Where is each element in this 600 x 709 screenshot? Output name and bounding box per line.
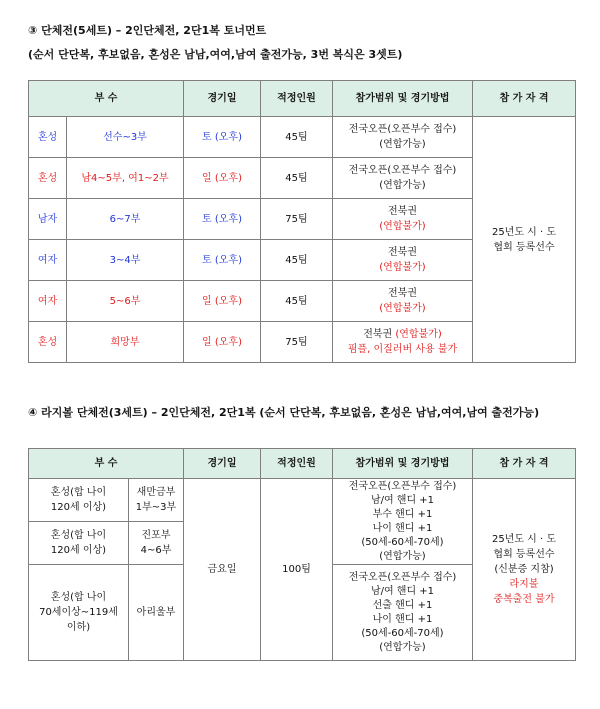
header-division: 부 수: [29, 449, 184, 479]
header-day: 경기일: [184, 81, 261, 117]
row-type: 남자: [29, 199, 67, 240]
header-count: 적정인원: [261, 81, 333, 117]
row-division: 희망부: [67, 322, 184, 363]
row-count: 45팀: [261, 240, 333, 281]
row-scope: 전국오픈(오픈부수 접수) (연합가능): [333, 158, 473, 199]
row-day: 토 (오후): [184, 240, 261, 281]
row-type: 혼성(합 나이 120세 이상): [29, 522, 129, 565]
row-day: 일 (오후): [184, 281, 261, 322]
row-division: 아리울부: [129, 565, 184, 661]
row-division: 새만금부 1부~3부: [129, 479, 184, 522]
row-scope: 전국오픈(오픈부수 접수) (연합가능): [333, 117, 473, 158]
section2-title: ④ 라지볼 단체전(3세트) – 2인단체전, 2단1복 (순서 단단복, 후보없음, 혼성은 남남,여여,남여 출전가능): [28, 406, 540, 419]
team-event-table: [28, 80, 576, 363]
table-row: [29, 117, 576, 158]
row-division: 6~7부: [67, 199, 184, 240]
header-count: 적정인원: [261, 449, 333, 479]
section1-subtitle: (순서 단단복, 후보없음, 혼성은 남남,여여,남여 출전가능, 3번 복식은 3셋트): [28, 48, 403, 61]
scope-cell-1: 전국오픈(오픈부수 접수) 남/여 핸디 +1 부수 핸디 +1 나이 핸디 +1 (50세-60세-70세) (연합가능): [333, 479, 473, 565]
row-scope: 전북권 (연합불가) 핌플, 이질러버 사용 불가: [333, 322, 473, 363]
row-count: 75팀: [261, 322, 333, 363]
row-count: 45팀: [261, 281, 333, 322]
row-type: 여자: [29, 240, 67, 281]
row-scope: 전북권 (연합불가): [333, 281, 473, 322]
row-day: 일 (오후): [184, 158, 261, 199]
row-type: 혼성(합 나이 70세이상~119세 이하): [29, 565, 129, 661]
row-division: 남4~5부, 여1~2부: [67, 158, 184, 199]
table-row: [29, 479, 576, 522]
row-day: 일 (오후): [184, 322, 261, 363]
count-cell: 100팀: [261, 479, 333, 661]
header-qualification: 참 가 자 격: [473, 81, 576, 117]
row-type: 여자: [29, 281, 67, 322]
qualification-cell: 25년도 시 · 도 협회 등록선수 (신분증 지참) 라지볼 중복출전 불가: [473, 479, 576, 661]
header-scope: 참가범위 및 경기방법: [333, 81, 473, 117]
row-division: 진포부 4~6부: [129, 522, 184, 565]
row-day: 토 (오후): [184, 199, 261, 240]
row-scope: 전북권 (연합불가): [333, 240, 473, 281]
row-type: 혼성(합 나이 120세 이상): [29, 479, 129, 522]
header-qualification: 참 가 자 격: [473, 449, 576, 479]
section1-title: ③ 단체전(5세트) – 2인단체전, 2단1복 토너먼트: [28, 24, 267, 37]
row-scope: 전북권 (연합불가): [333, 199, 473, 240]
day-cell: 금요일: [184, 479, 261, 661]
row-type: 혼성: [29, 158, 67, 199]
largeball-team-table: [28, 448, 576, 661]
qualification-cell: 25년도 시 · 도 협회 등록선수: [473, 117, 576, 363]
row-count: 45팀: [261, 117, 333, 158]
row-day: 토 (오후): [184, 117, 261, 158]
row-division: 선수~3부: [67, 117, 184, 158]
row-division: 3~4부: [67, 240, 184, 281]
row-type: 혼성: [29, 322, 67, 363]
row-division: 5~6부: [67, 281, 184, 322]
header-scope: 참가범위 및 경기방법: [333, 449, 473, 479]
header-division: 부 수: [29, 81, 184, 117]
row-type: 혼성: [29, 117, 67, 158]
scope-cell-2: 전국오픈(오픈부수 접수) 남/여 핸디 +1 선출 핸디 +1 나이 핸디 +1 (50세-60세-70세) (연합가능): [333, 565, 473, 661]
header-day: 경기일: [184, 449, 261, 479]
row-count: 45팀: [261, 158, 333, 199]
row-count: 75팀: [261, 199, 333, 240]
